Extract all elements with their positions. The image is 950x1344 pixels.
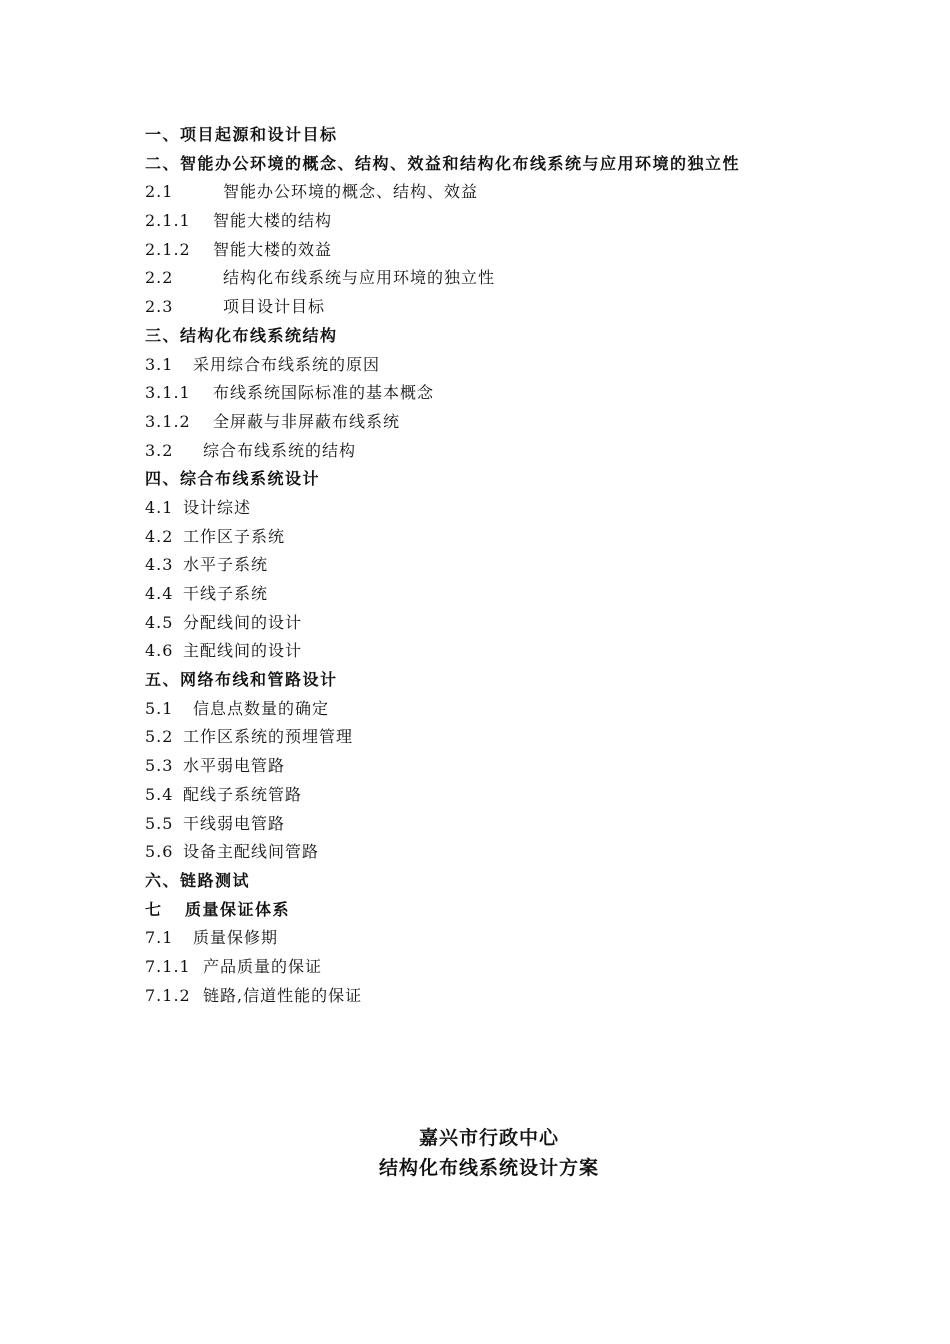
- toc-entry-text: 综合布线系统的结构: [203, 440, 357, 460]
- toc-entry-text: 工作区子系统: [183, 526, 286, 546]
- cover-title-organization: 嘉兴市行政中心: [418, 1127, 559, 1149]
- toc-entry-number: 2.1: [145, 182, 174, 202]
- toc-entry-number: 5.2: [145, 727, 174, 747]
- toc-heading: [145, 465, 865, 494]
- toc-entry-text: 三、结构化布线系统结构: [145, 325, 338, 345]
- toc-entry: [145, 264, 865, 293]
- toc-entry-number: 4.4: [145, 584, 174, 603]
- toc-entry-text: 质量保证体系: [185, 899, 291, 919]
- toc-entry: [145, 207, 865, 236]
- toc-entry: [145, 781, 865, 810]
- toc-entry: [145, 810, 865, 839]
- toc-entry-number: 3.1.1: [145, 383, 191, 403]
- toc-entry-number: 5.6: [145, 842, 174, 862]
- toc-entry: [145, 379, 865, 408]
- toc-entry: [145, 437, 865, 466]
- toc-entry-number: 4.5: [145, 612, 174, 632]
- toc-entry-text: 质量保修期: [193, 928, 279, 948]
- toc-entry: [145, 982, 865, 1011]
- toc-heading: [145, 896, 865, 925]
- toc-entry-text: 采用综合布线系统的原因: [193, 354, 381, 374]
- toc-entry-number: 2.2: [145, 268, 174, 288]
- toc-entry: [145, 236, 865, 265]
- toc-entry-number: 3.1.2: [145, 411, 191, 431]
- toc-entry: [145, 580, 865, 609]
- toc-entry-number: 4.2: [145, 526, 174, 546]
- toc-entry-text: 一、项目起源和设计目标: [145, 125, 338, 144]
- toc-entry: [145, 924, 865, 953]
- toc-entry-text: 主配线间的设计: [183, 641, 303, 661]
- toc-entry: [145, 178, 865, 207]
- toc-entry-text: 五、网络布线和管路设计: [145, 670, 338, 690]
- toc-entry: [145, 723, 865, 752]
- toc-entry: [145, 408, 865, 437]
- toc-entry: [145, 695, 865, 724]
- toc-entry: [145, 523, 865, 552]
- toc-entry-text: 设备主配线间管路: [183, 842, 320, 862]
- toc-entry-text: 水平弱电管路: [183, 756, 286, 776]
- toc-entry-number: 5.5: [145, 813, 174, 833]
- toc-entry-text: 设计综述: [183, 497, 252, 517]
- toc-entry-number: 3.2: [145, 440, 174, 460]
- toc-heading: [145, 322, 865, 351]
- toc-heading: [145, 666, 865, 695]
- toc-entry-number: 7.1: [145, 928, 174, 948]
- toc-entry: [145, 838, 865, 867]
- toc-entry-number: 7.1.1: [145, 956, 191, 976]
- toc-entry: [145, 494, 865, 523]
- toc-entry: [145, 609, 865, 638]
- toc-entry-number: 七: [145, 899, 163, 919]
- toc-entry-text: 布线系统国际标准的基本概念: [213, 383, 435, 403]
- toc-entry-text: 工作区系统的预埋管理: [183, 727, 354, 747]
- toc-entry-number: 2.3: [145, 297, 174, 317]
- toc-entry-text: 信息点数量的确定: [193, 698, 330, 718]
- toc-entry-text: 四、综合布线系统设计: [145, 469, 321, 489]
- toc-entry-number: 2.1.2: [145, 239, 191, 259]
- toc-entry-text: 智能大楼的结构: [213, 211, 333, 231]
- toc-entry-number: 4.3: [145, 555, 174, 575]
- toc-entry-text: 智能大楼的效益: [213, 239, 333, 259]
- toc-entry-text: 链路,信道性能的保证: [203, 985, 363, 1005]
- cover-title-document: 结构化布线系统设计方案: [378, 1157, 599, 1179]
- toc-entry-text: 全屏蔽与非屏蔽布线系统: [213, 411, 401, 431]
- toc-heading: [145, 867, 865, 896]
- toc-entry-text: 智能办公环境的概念、结构、效益: [223, 182, 479, 202]
- toc-entry-number: 3.1: [145, 354, 174, 374]
- toc-entry-text: 配线子系统管路: [183, 784, 303, 804]
- toc-entry-number: 4.1: [145, 497, 174, 517]
- toc-entry-number: 5.3: [145, 756, 174, 776]
- toc-entry-text: 二、智能办公环境的概念、结构、效益和结构化布线系统与应用环境的独立性: [145, 153, 741, 173]
- toc-entry-text: 六、链路测试: [145, 870, 251, 890]
- toc-entry-text: 分配线间的设计: [183, 612, 303, 632]
- toc-entry-number: 4.6: [145, 641, 174, 661]
- toc-entry-text: 产品质量的保证: [203, 956, 323, 976]
- toc-entry-number: 2.1.1: [145, 211, 191, 231]
- table-of-contents: [145, 121, 865, 1010]
- toc-entry-number: 5.1: [145, 698, 174, 718]
- toc-heading: [145, 121, 865, 150]
- toc-heading: [145, 150, 865, 179]
- toc-entry-number: 5.4: [145, 784, 174, 804]
- toc-entry-text: 水平子系统: [183, 555, 269, 575]
- toc-entry: [145, 551, 865, 580]
- toc-entry-text: 干线子系统: [183, 584, 269, 603]
- toc-entry-text: 干线弱电管路: [183, 813, 286, 833]
- toc-entry: [145, 752, 865, 781]
- toc-entry-number: 7.1.2: [145, 985, 191, 1005]
- toc-entry: [145, 351, 865, 380]
- toc-entry-text: 项目设计目标: [223, 297, 326, 317]
- toc-entry-text: 结构化布线系统与应用环境的独立性: [223, 268, 496, 288]
- toc-entry: [145, 637, 865, 666]
- toc-entry: [145, 953, 865, 982]
- toc-entry: [145, 293, 865, 322]
